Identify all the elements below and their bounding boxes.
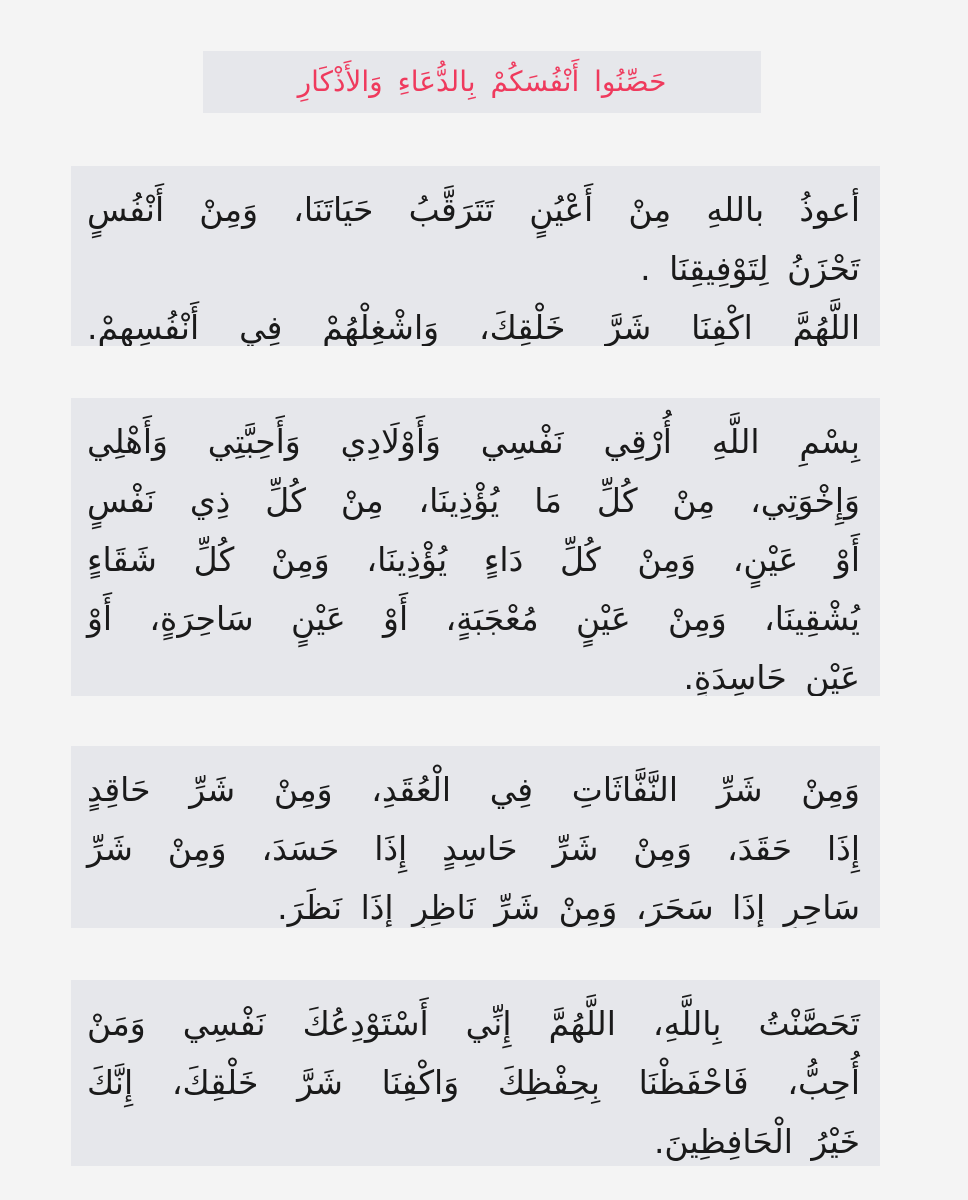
dua-block-1 <box>71 166 880 346</box>
dua-line: تَحَصَّنْتُ بِاللَّهِ، اللَّهُمَّ إِنِّي أَسْتَوْدِعُكَ نَفْسِي وَمَنْ <box>87 1004 860 1043</box>
dua-line: تَحْزَنُ لِتَوْفِيقِنَا . <box>640 249 860 288</box>
dua-line: وَمِنْ شَرِّ النَّفَّاثَاتِ فِي الْعُقَدِ، وَمِنْ شَرِّ حَاقِدٍ <box>87 770 860 809</box>
dua-line: خَيْرُ الْحَافِظِينَ. <box>653 1122 860 1161</box>
dua-block-4 <box>71 980 880 1166</box>
dua-line: عَيْنٍ حَاسِدَةٍ. <box>683 658 860 696</box>
dua-line: أُحِبُّ، فَاحْفَظْنَا بِحِفْظِكَ وَاكْفِنَا شَرَّ خَلْقِكَ، إِنَّكَ <box>87 1063 860 1102</box>
dua-line: سَاحِرٍ إِذَا سَحَرَ، وَمِنْ شَرِّ نَاظِرٍ إِذَا نَظَرَ. <box>277 888 860 927</box>
dua-line: يُشْقِينَا، وَمِنْ عَيْنٍ مُعْجَبَةٍ، أَوْ عَيْنٍ سَاحِرَةٍ، أَوْ <box>87 599 860 638</box>
page-title: حَصِّنُوا أَنْفُسَكُمْ بِالدُّعَاءِ وَالأَذْكَارِ <box>297 65 667 99</box>
dua-line: أعوذُ باللهِ مِنْ أَعْيُنٍ تَتَرَقَّبُ حَيَاتَنَا، وَمِنْ أَنْفُسٍ <box>87 190 860 229</box>
dua-line: وَإِخْوَتِي، مِنْ كُلِّ مَا يُؤْذِينَا، مِنْ كُلِّ ذِي نَفْسٍ <box>87 481 860 520</box>
dua-block-3 <box>71 746 880 928</box>
title-banner <box>203 51 761 113</box>
dua-block-2 <box>71 398 880 696</box>
dua-line: اللَّهُمَّ اكْفِنَا شَرَّ خَلْقِكَ، وَاشْغِلْهُمْ فِي أَنْفُسِهِمْ. <box>87 308 860 346</box>
dua-line: أَوْ عَيْنٍ، وَمِنْ كُلِّ دَاءٍ يُؤْذِينَا، وَمِنْ كُلِّ شَقَاءٍ <box>87 540 860 579</box>
dua-line: بِسْمِ اللَّهِ أُرْقِي نَفْسِي وَأَوْلَادِي وَأَحِبَّتِي وَأَهْلِي <box>87 422 860 461</box>
dua-line: إِذَا حَقَدَ، وَمِنْ شَرِّ حَاسِدٍ إِذَا حَسَدَ، وَمِنْ شَرِّ <box>87 829 860 868</box>
